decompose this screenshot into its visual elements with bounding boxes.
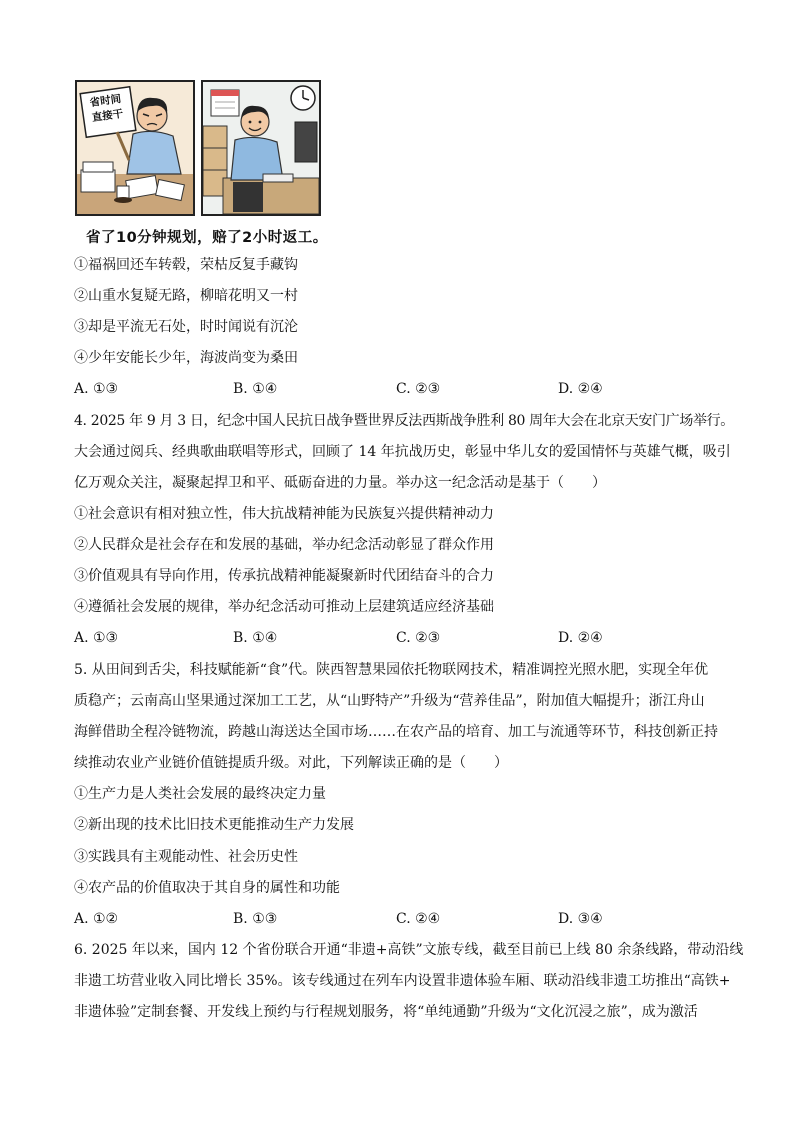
q3-option-d[interactable]: D. ②④ bbox=[558, 381, 603, 397]
q4-stem-line-2: 大会通过阅兵、经典歌曲联唱等形式，回顾了 14 年抗战历史，彰显中华儿女的爱国情怀与英雄气概，吸引 bbox=[74, 444, 731, 460]
q3-item-1: ①福祸回还车转毂，荣枯反复手藏钩 bbox=[74, 257, 298, 273]
comic-sign-line-2: 直接干 bbox=[91, 107, 124, 125]
q5-stem-line-1: 5. 从田间到舌尖，科技赋能新“食”代。陕西智慧果园依托物联网技术，精准调控光照水肥，实现全年优 bbox=[74, 662, 709, 678]
working-late-drawing bbox=[203, 82, 319, 214]
q5-item-4: ④农产品的价值取决于其自身的属性和功能 bbox=[74, 880, 340, 896]
q6-stem-line-3: 非遗体验”定制套餐、开发线上预约与行程规划服务，将“单纯通勤”升级为“文化沉浸之旅”，成为激活 bbox=[74, 1004, 698, 1020]
q5-option-a[interactable]: A. ①② bbox=[74, 911, 119, 927]
q4-stem-line-3: 亿万观众关注，凝聚起捍卫和平、砥砺奋进的力量。举办这一纪念活动是基于（ ） bbox=[74, 475, 606, 491]
q4-item-4: ④遵循社会发展的规律，举办纪念活动可推动上层建筑适应经济基础 bbox=[74, 599, 494, 615]
q4-option-a[interactable]: A. ①③ bbox=[74, 630, 119, 646]
q5-stem-line-3: 海鲜借助全程冷链物流，跨越山海送达全国市场……在农产品的培育、加工与流通等环节，科技创新正持 bbox=[74, 724, 718, 740]
q4-option-c[interactable]: C. ②③ bbox=[396, 630, 441, 646]
q5-option-d[interactable]: D. ③④ bbox=[558, 911, 603, 927]
q4-item-2: ②人民群众是社会存在和发展的基础，举办纪念活动彰显了群众作用 bbox=[74, 537, 494, 553]
q6-stem-line-1: 6. 2025 年以来，国内 12 个省份联合开通“非遗+高铁”文旅专线，截至目前已上线 80 余条线路，带动沿线 bbox=[74, 942, 744, 958]
comic-panel-rushed-worker bbox=[75, 80, 195, 216]
q5-item-3: ③实践具有主观能动性、社会历史性 bbox=[74, 849, 298, 865]
q4-item-1: ①社会意识有相对独立性，伟大抗战精神能为民族复兴提供精神动力 bbox=[74, 506, 494, 522]
q5-item-1: ①生产力是人类社会发展的最终决定力量 bbox=[74, 786, 326, 802]
q4-stem-line-1: 4. 2025 年 9 月 3 日，纪念中国人民抗日战争暨世界反法西斯战争胜利 80 周年大会在北京天安门广场举行。 bbox=[74, 413, 734, 429]
comic-panel-working-late bbox=[201, 80, 321, 216]
comic-caption: 省了10分钟规划，赔了2小时返工。 bbox=[86, 230, 328, 246]
q5-stem-line-2: 质稳产；云南高山坚果通过深加工工艺，从“山野特产”升级为“营养佳品”，附加值大幅提升；浙江舟山 bbox=[74, 693, 705, 709]
q3-option-c[interactable]: C. ②③ bbox=[396, 381, 441, 397]
q4-item-3: ③价值观具有导向作用，传承抗战精神能凝聚新时代团结奋斗的合力 bbox=[74, 568, 494, 584]
q3-item-2: ②山重水复疑无路，柳暗花明又一村 bbox=[74, 288, 298, 304]
comic-sign bbox=[83, 91, 132, 133]
q6-stem-line-2: 非遗工坊营业收入同比增长 35%。该专线通过在列车内设置非遗体验车厢、联动沿线非遗工坊推出“高铁+ bbox=[74, 973, 731, 989]
q4-option-d[interactable]: D. ②④ bbox=[558, 630, 603, 646]
q4-option-b[interactable]: B. ①④ bbox=[233, 630, 278, 646]
q5-stem-line-4: 续推动农业产业链价值链提质升级。对此，下列解读正确的是（ ） bbox=[74, 755, 508, 771]
comic-illustration bbox=[75, 80, 325, 218]
q5-option-b[interactable]: B. ①③ bbox=[233, 911, 278, 927]
q3-option-a[interactable]: A. ①③ bbox=[74, 381, 119, 397]
q5-item-2: ②新出现的技术比旧技术更能推动生产力发展 bbox=[74, 817, 354, 833]
comic-sign-line-1: 省时间 bbox=[89, 92, 122, 110]
q3-item-3: ③却是平流无石处，时时闻说有沉沦 bbox=[74, 319, 298, 335]
q5-option-c[interactable]: C. ②④ bbox=[396, 911, 441, 927]
q3-option-b[interactable]: B. ①④ bbox=[233, 381, 278, 397]
q3-item-4: ④少年安能长少年，海波尚变为桑田 bbox=[74, 350, 298, 366]
